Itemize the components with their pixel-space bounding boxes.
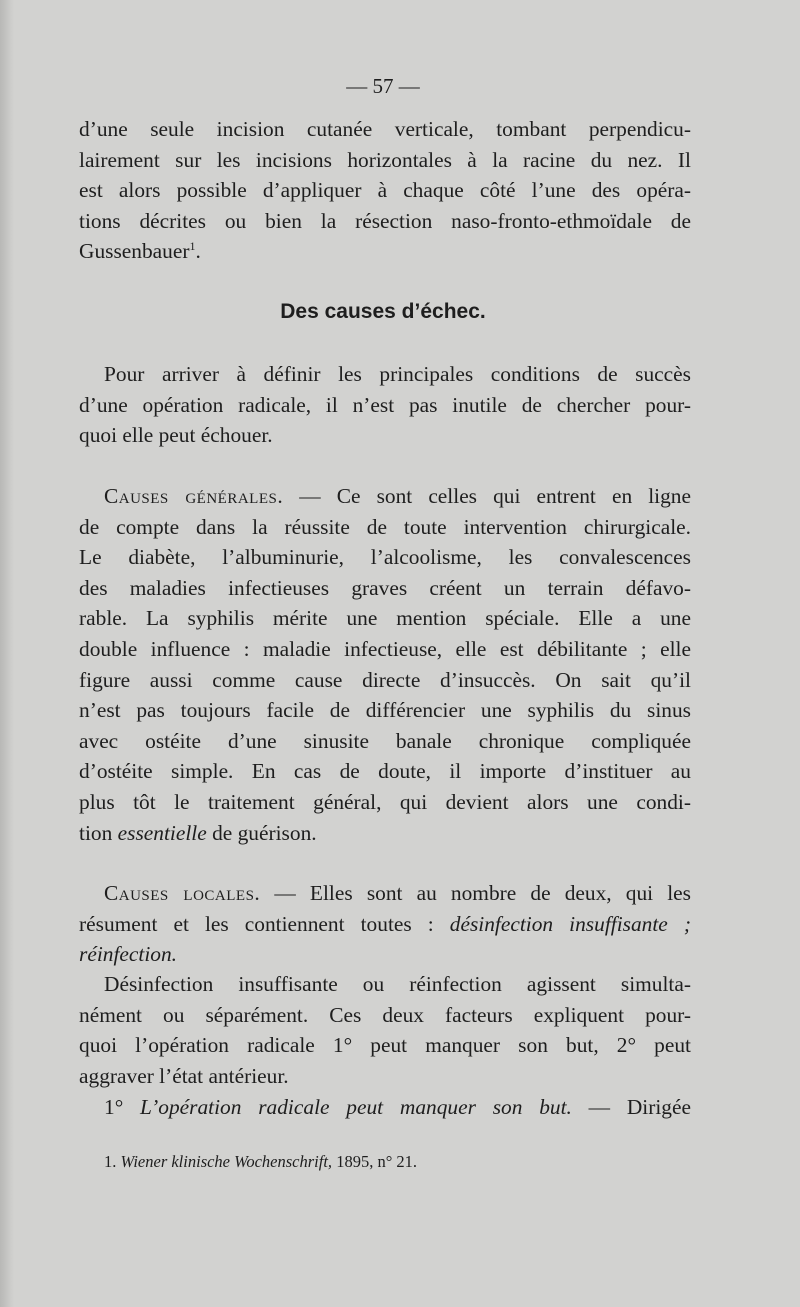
- text-line: avec ostéite d’une sinusite banale chronique compliquée: [79, 728, 691, 753]
- text-line: tions décrites ou bien la résection naso-fronto-ethmoïdale de: [79, 208, 691, 233]
- text-line: rable. La syphilis mérite une mention spéciale. Elle a une: [79, 606, 691, 631]
- text-span: de guérison.: [206, 820, 317, 845]
- emphasis: essentielle: [117, 820, 207, 845]
- text-line: figure aussi comme cause directe d’insuccès. On sait qu’il: [79, 667, 691, 692]
- text-line: [79, 939, 691, 970]
- text-line: [79, 909, 691, 940]
- text-line: plus tôt le traitement général, qui devient alors une condi-: [79, 789, 691, 814]
- section-heading: Des causes d’échec.: [280, 300, 486, 323]
- text-line: [79, 878, 691, 909]
- footnote-ref: 1: [189, 239, 196, 254]
- text-line: [79, 236, 691, 267]
- text-line: aggraver l’état antérieur.: [79, 1063, 289, 1088]
- text-span: — Dirigée: [571, 1095, 691, 1119]
- text-line: quoi elle peut échouer.: [79, 423, 273, 448]
- paragraph-disinfection: [79, 969, 691, 1091]
- text-span: tion: [79, 820, 118, 845]
- emphasis: réinfection.: [79, 942, 178, 967]
- footnote-source: Wiener klinische Wochenschrift,: [120, 1152, 333, 1171]
- text-line: [79, 481, 691, 512]
- sentence-end: .: [195, 239, 201, 264]
- paragraph-intro: [79, 359, 691, 451]
- text-line: lairement sur les incisions horizontales à la racine du nez. Il: [79, 147, 691, 172]
- subsection-label: Causes locales.: [104, 881, 261, 905]
- paragraph-local-causes: [79, 878, 691, 970]
- emphasis: désinfection insuffisante ;: [449, 911, 691, 936]
- text-line: double influence : maladie infectieuse, elle est débilitante ; elle: [79, 636, 691, 661]
- paragraph-continuation: [79, 114, 691, 267]
- text-line: [79, 1092, 691, 1123]
- text-span: 1°: [104, 1095, 141, 1119]
- text-span: résument et les contiennent toutes :: [79, 911, 450, 936]
- subsection-label: Causes générales.: [104, 484, 284, 508]
- text-line: n’est pas toujours facile de différencier une syphilis du sinus: [79, 698, 691, 723]
- text-line: d’une seule incision cutanée verticale, tombant perpendicu-: [79, 117, 691, 141]
- text-span: — Elles sont au nombre de deux, qui les: [260, 881, 691, 905]
- paragraph-failure: [79, 1092, 691, 1123]
- text-line: Désinfection insuffisante ou réinfection agissent simulta-: [104, 972, 691, 996]
- paragraph-general-causes: [79, 481, 691, 848]
- text-line: nément ou séparément. Ces deux facteurs expliquent pour-: [79, 1002, 691, 1027]
- footnote-number: 1.: [104, 1152, 121, 1171]
- text-span: — Ce sont celles qui entrent en ligne: [283, 484, 691, 508]
- text-line: de compte dans la réussite de toute intervention chirurgicale.: [79, 514, 691, 539]
- emphasis: L’opération radicale peut manquer son but.: [140, 1095, 572, 1119]
- text-line: Pour arriver à définir les principales conditions de succès: [104, 362, 691, 386]
- footnote: [104, 1152, 417, 1172]
- page-number: — 57 —: [346, 74, 420, 98]
- text-line: Le diabète, l’albuminurie, l’alcoolisme, les convalescences: [79, 545, 691, 570]
- footnote-details: 1895, n° 21.: [332, 1152, 418, 1171]
- author-name: Gussenbauer: [79, 239, 190, 264]
- text-line: des maladies infectieuses graves créent un terrain défavo-: [79, 575, 691, 600]
- text-line: d’une opération radicale, il n’est pas inutile de chercher pour-: [79, 392, 691, 417]
- text-line: [79, 818, 691, 849]
- text-line: d’ostéite simple. En cas de doute, il importe d’instituer au: [79, 759, 691, 784]
- text-line: quoi l’opération radicale 1° peut manquer son but, 2° peut: [79, 1033, 691, 1058]
- text-line: est alors possible d’appliquer à chaque côté l’une des opéra-: [79, 178, 691, 203]
